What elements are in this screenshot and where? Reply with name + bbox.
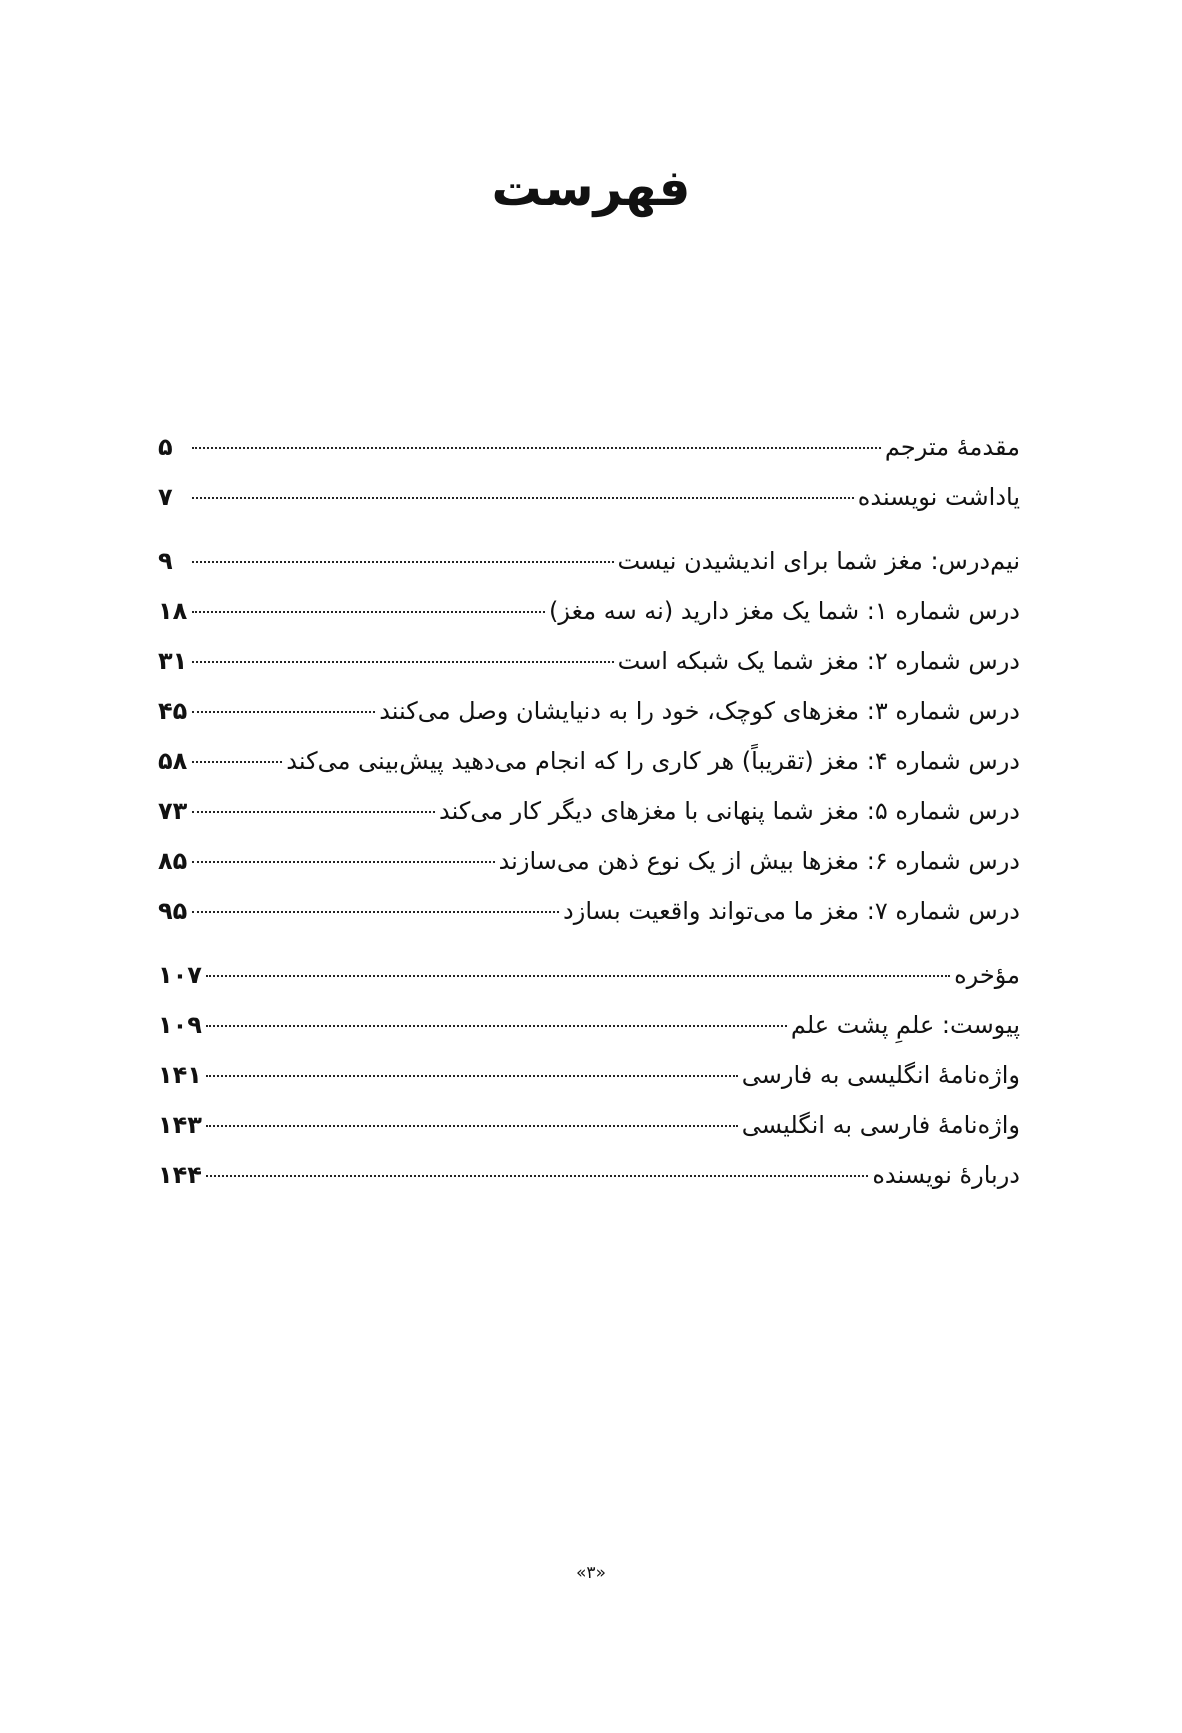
toc-entry-title: درس شماره ۵: مغز شما پنهانی با مغزهای دیگر کار می‌کند [439, 797, 1020, 825]
toc-entry-title: پیوست: علمِ پشت علم [790, 1011, 1020, 1039]
toc-entry[interactable] [158, 1100, 1020, 1150]
toc-entry[interactable] [158, 950, 1020, 1000]
toc-entry-page: ۹۵ [158, 897, 188, 925]
toc-entry[interactable] [158, 472, 1020, 522]
toc-entry-page: ۱۴۳ [158, 1111, 202, 1139]
toc-dot-leader [192, 711, 375, 713]
toc-entry-title: واژه‌نامهٔ فارسی به انگلیسی [741, 1111, 1020, 1139]
table-of-contents [158, 422, 1020, 1200]
toc-entry-page: ۷ [158, 483, 173, 511]
toc-dot-leader [206, 1175, 868, 1177]
toc-entry-title: نیم‌درس: مغز شما برای اندیشیدن نیست [617, 547, 1020, 575]
page-number: «۳» [576, 1563, 606, 1583]
toc-entry-title: مؤخره [954, 961, 1020, 989]
toc-dot-leader [206, 1075, 738, 1077]
toc-dot-leader [206, 1125, 738, 1127]
toc-entry[interactable] [158, 686, 1020, 736]
toc-entry-title: دربارهٔ نویسنده [872, 1161, 1020, 1189]
toc-entry-page: ۴۵ [158, 697, 188, 725]
toc-group-lessons [158, 536, 1020, 936]
toc-dot-leader [192, 811, 435, 813]
toc-entry-page: ۷۳ [158, 797, 188, 825]
toc-dot-leader [192, 911, 559, 913]
toc-entry-title: واژه‌نامهٔ انگلیسی به فارسی [741, 1061, 1020, 1089]
toc-dot-leader [192, 661, 614, 663]
toc-entry-title: درس شماره ۴: مغز (تقریباً) هر کاری را که انجام می‌دهید پیش‌بینی می‌کند [286, 747, 1020, 775]
toc-entry[interactable] [158, 786, 1020, 836]
toc-entry-page: ۹ [158, 547, 173, 575]
toc-dot-leader [192, 497, 854, 499]
toc-entry-title: مقدمهٔ مترجم [884, 433, 1020, 461]
page-title: فهرست [491, 159, 691, 217]
toc-dot-leader [192, 861, 495, 863]
toc-entry-page: ۵۸ [158, 747, 188, 775]
toc-entry-page: ۱۴۴ [158, 1161, 202, 1189]
toc-entry-page: ۸۵ [158, 847, 188, 875]
toc-entry-page: ۱۰۷ [158, 961, 202, 989]
toc-group-front-matter [158, 422, 1020, 522]
toc-group-back-matter [158, 950, 1020, 1200]
toc-entry[interactable] [158, 836, 1020, 886]
toc-entry-page: ۵ [158, 433, 173, 461]
toc-dot-leader [192, 561, 614, 563]
toc-entry-page: ۱۴۱ [158, 1061, 202, 1089]
toc-entry[interactable] [158, 586, 1020, 636]
toc-entry-page: ۱۰۹ [158, 1011, 202, 1039]
toc-entry[interactable] [158, 1150, 1020, 1200]
toc-entry[interactable] [158, 1000, 1020, 1050]
toc-dot-leader [192, 447, 881, 449]
toc-dot-leader [192, 761, 282, 763]
toc-entry[interactable] [158, 886, 1020, 936]
toc-entry[interactable] [158, 536, 1020, 586]
toc-dot-leader [206, 1025, 787, 1027]
toc-entry[interactable] [158, 1050, 1020, 1100]
toc-entry-title: درس شماره ۱: شما یک مغز دارید (نه سه مغز) [549, 597, 1020, 625]
toc-entry-title: درس شماره ۷: مغز ما می‌تواند واقعیت بسازد [563, 897, 1020, 925]
toc-entry[interactable] [158, 736, 1020, 786]
toc-entry-page: ۳۱ [158, 647, 188, 675]
toc-entry-title: درس شماره ۲: مغز شما یک شبکه است [617, 647, 1020, 675]
toc-entry[interactable] [158, 422, 1020, 472]
toc-entry-page: ۱۸ [158, 597, 188, 625]
toc-dot-leader [192, 611, 545, 613]
toc-dot-leader [206, 975, 950, 977]
toc-entry[interactable] [158, 636, 1020, 686]
toc-entry-title: یاداشت نویسنده [857, 483, 1020, 511]
toc-entry-title: درس شماره ۶: مغزها بیش از یک نوع ذهن می‌سازند [498, 847, 1020, 875]
toc-entry-title: درس شماره ۳: مغزهای کوچک، خود را به دنیایشان وصل می‌کنند [379, 697, 1020, 725]
